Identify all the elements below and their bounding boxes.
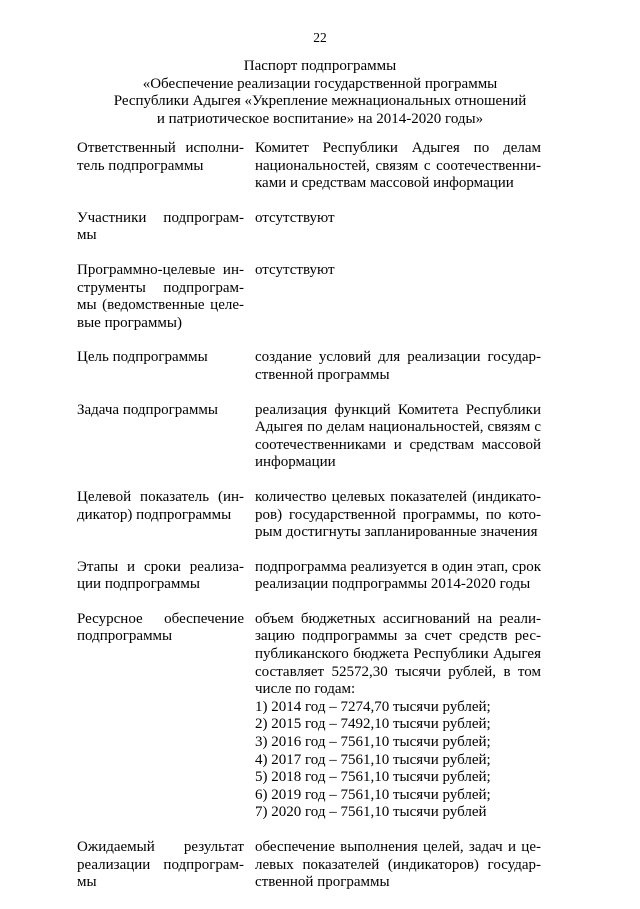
row-task	[77, 402, 541, 472]
document-title	[0, 58, 640, 128]
funding-year-line: 1) 2014 год – 7274,70 тысячи рублей;	[255, 698, 491, 715]
funding-year-line: 4) 2017 год – 7561,10 тысячи рублей;	[255, 751, 491, 768]
row-value: объем бюджетных ассигнований на реализацию подпрограммы за счет средств республиканского бюджета Республики Адыгея составляет 52572,30 тысячи рублей, в том числе по годам:	[255, 610, 541, 698]
funding-year-line: 5) 2018 год – 7561,10 тысячи рублей;	[255, 769, 491, 786]
row-value: реализация функций Комитета Республики Адыгея по делам национальностей, связям с соотечественниками и средствам массовой информации	[255, 401, 541, 471]
row-value: создание условий для реализации государственной программы	[255, 349, 541, 383]
row-label: Целевой показатель (индикатор) подпрограммы	[77, 488, 244, 523]
title-line-3: Республики Адыгея «Укрепление межнациональных отношений	[113, 93, 527, 109]
funding-year-line: 3) 2016 год – 7561,10 тысячи рублей;	[255, 734, 491, 751]
row-label: Участники подпрограммы	[77, 209, 244, 244]
page-number: 22	[313, 30, 327, 45]
title-line-1: Паспорт подпрограммы	[243, 58, 397, 74]
row-label: Цель подпрограммы	[77, 349, 208, 366]
row-expected-result	[77, 839, 541, 892]
row-value-block	[255, 611, 541, 822]
funding-year-line: 6) 2019 год – 7561,10 тысячи рублей;	[255, 786, 491, 803]
row-responsible-executor	[77, 140, 541, 193]
row-value: обеспечение выполнения целей, задач и целевых показателей (индикаторов) государственной программы	[255, 839, 541, 891]
row-label: Программно-целевые инструменты подпрограммы (ведомственные целевые программы)	[77, 261, 244, 331]
row-value: Комитет Республики Адыгея по делам национальностей, связям с соотечественниками и средствам массовой информации	[255, 140, 541, 192]
row-value: подпрограмма реализуется в один этап, срок реализации подпрограммы 2014-2020 годы	[255, 558, 541, 593]
row-label: Ресурсное обеспечение подпрограммы	[77, 610, 244, 645]
row-target-indicator	[77, 489, 541, 542]
row-value: отсутствуют	[255, 209, 335, 226]
row-stages-and-terms	[77, 559, 541, 594]
row-resource-provision	[77, 611, 541, 822]
title-line-2: «Обеспечение реализации государственной программы	[142, 75, 498, 92]
row-program-instruments	[77, 262, 541, 332]
row-value: количество целевых показателей (индикаторов) государственной программы, по которым достигнуты запланированные значения	[255, 488, 541, 541]
row-label: Задача подпрограммы	[77, 401, 218, 418]
row-label: Ожидаемый результат реализации подпрограммы	[77, 839, 244, 891]
passport-table	[77, 140, 541, 909]
funding-year-line: 7) 2020 год – 7561,10 тысячи рублей	[255, 804, 487, 821]
row-goal	[77, 349, 541, 384]
row-label: Этапы и сроки реализации подпрограммы	[77, 558, 244, 593]
row-label: Ответственный исполнитель подпрограммы	[77, 140, 244, 174]
row-value: отсутствуют	[255, 261, 335, 278]
funding-year-line: 2) 2015 год – 7492,10 тысячи рублей;	[255, 716, 491, 733]
row-participants	[77, 210, 541, 245]
title-line-4: и патриотическое воспитание» на 2014-2020 годы»	[156, 110, 484, 127]
